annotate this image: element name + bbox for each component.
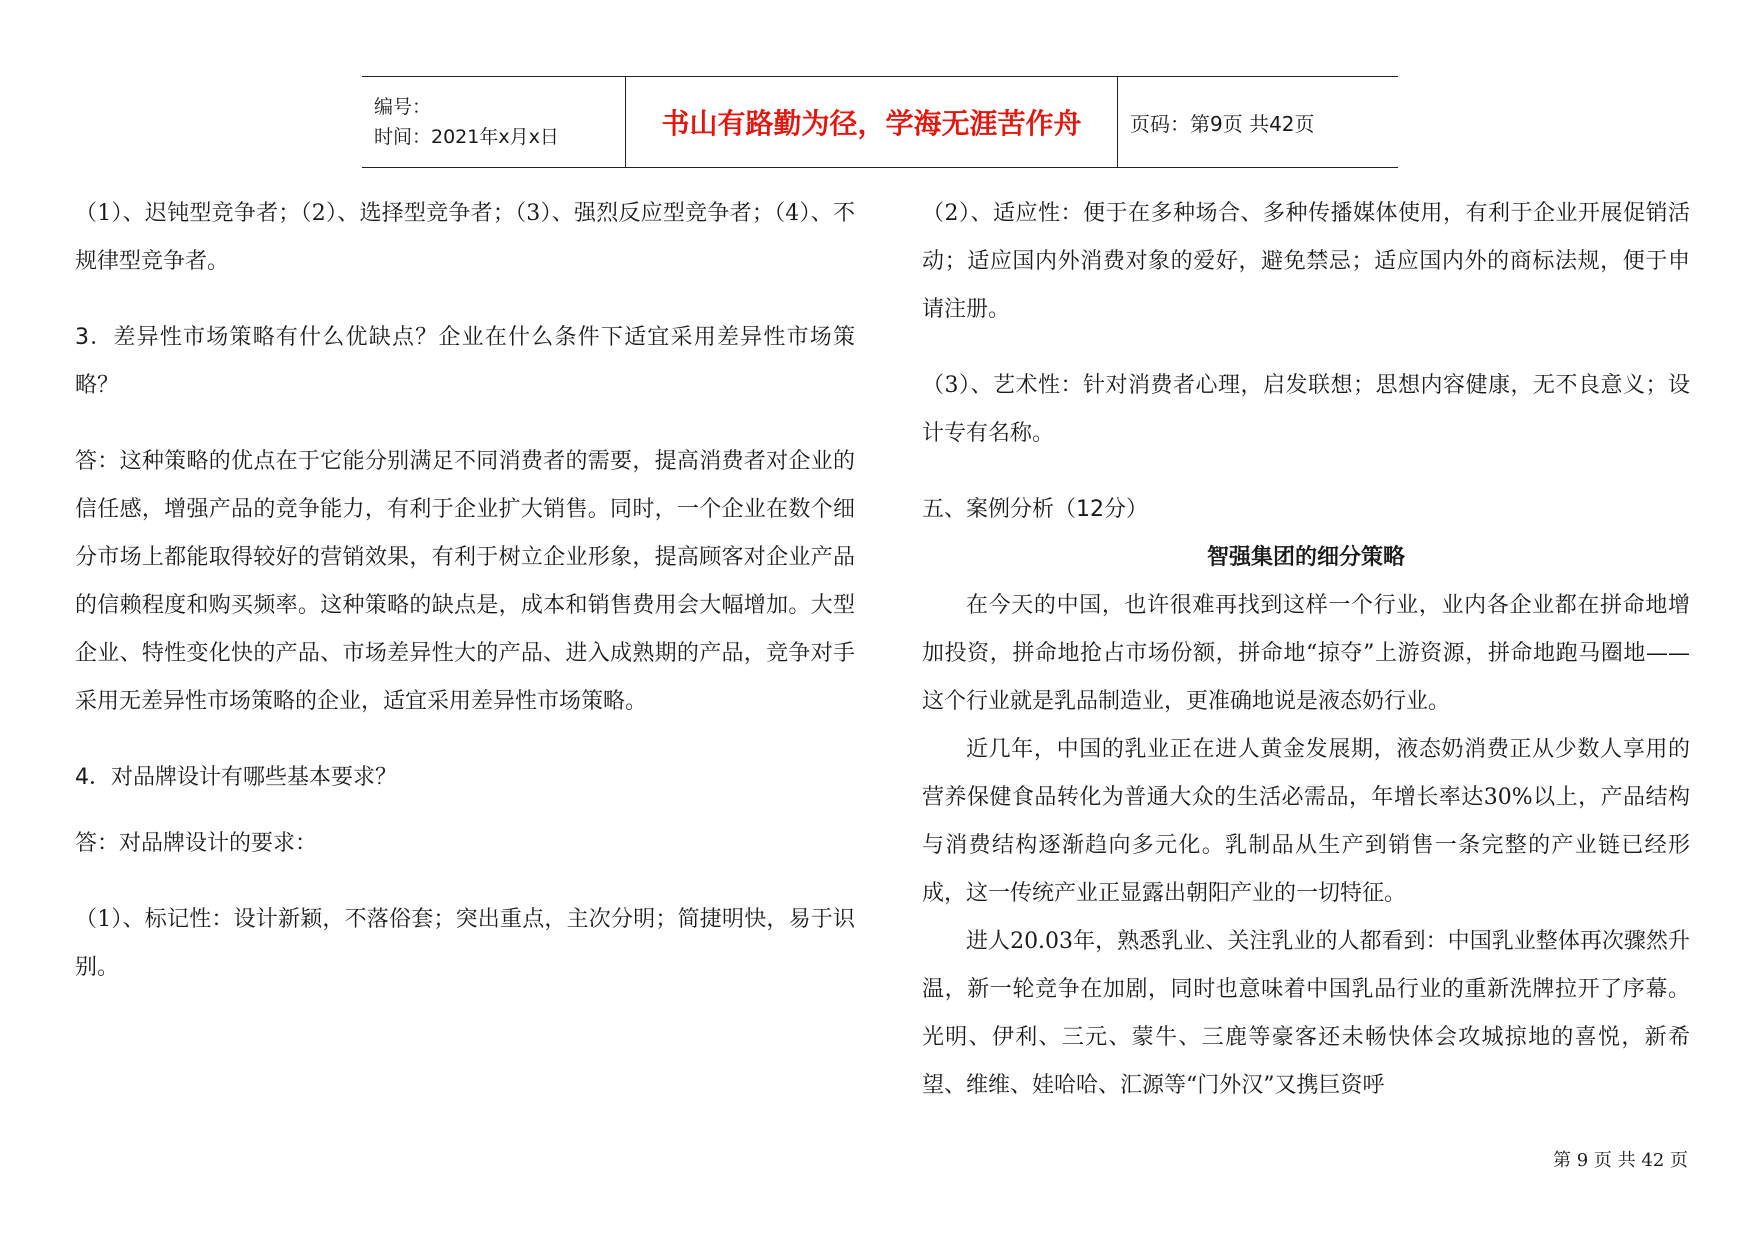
document-time-label: 时间：2021年x月x日 [374, 126, 559, 148]
question-3: 3．差异性市场策略有什么优缺点？企业在什么条件下适宜采用差异性市场策略？ [75, 325, 855, 398]
left-column [75, 190, 855, 992]
header-page-cell [1118, 77, 1398, 167]
brand-artistry-requirement: （3）、艺术性：针对消费者心理，启发联想；思想内容健康，无不良意义；设计专有名称。 [922, 373, 1690, 446]
brand-adaptability-requirement: （2）、适应性：便于在多种场合、多种传播媒体使用，有利于企业开展促销活动；适应国内外消费对象的爱好，避免禁忌；适应国内外的商标法规，便于申请注册。 [922, 201, 1690, 322]
header-meta-cell [362, 77, 626, 167]
document-number-label: 编号： [374, 96, 432, 118]
question-4: 4．对品牌设计有哪些基本要求？ [75, 765, 397, 790]
answer-4-intro: 答：对品牌设计的要求： [75, 831, 318, 856]
case-paragraph-1: 在今天的中国，也许很难再找到这样一个行业，业内各企业都在拼命地增加投资，拼命地抢占市场份额，拼命地“掠夺”上游资源，拼命地跑马圈地——这个行业就是乳品制造业，更准确地说是液态奶行业。 [922, 593, 1690, 714]
header-table [362, 76, 1398, 168]
header-page-info: 页码：第9页 共42页 [1130, 111, 1315, 136]
brand-mark-requirement: （1）、标记性：设计新颖，不落俗套；突出重点，主次分明；简捷明快，易于识别。 [75, 907, 855, 980]
page-footer: 第 9 页 共 42 页 [1553, 1150, 1688, 1171]
case-paragraph-3: 进人20.03年，熟悉乳业、关注乳业的人都看到：中国乳业整体再次骤然升温，新一轮竞争在加剧，同时也意味着中国乳品行业的重新洗牌拉开了序幕。光明、伊利、三元、蒙牛、三鹿等豪客还未畅快体会攻城掠地的喜悦，新希望、维维、娃哈哈、汇源等“门外汉”又携巨资呼 [922, 929, 1690, 1098]
header-motto-cell [626, 77, 1118, 167]
answer-3: 答：这种策略的优点在于它能分别满足不同消费者的需要，提高消费者对企业的信任感，增强产品的竞争能力，有利于企业扩大销售。同时，一个企业在数个细分市场上都能取得较好的营销效果，有利于树立企业形象，提高顾客对企业产品的信赖程度和购买频率。这种策略的缺点是，成本和销售费用会大幅增加。大型企业、特性变化快的产品、市场差异性大的产品、进入成熟期的产品，竞争对手采用无差异性市场策略的企业，适宜采用差异性市场策略。 [75, 449, 855, 714]
case-title: 智强集团的细分策略 [1206, 545, 1405, 570]
case-paragraph-2: 近几年，中国的乳业正在进人黄金发展期，液态奶消费正从少数人享用的营养保健食品转化为普通大众的生活必需品，年增长率达30%以上，产品结构与消费结构逐渐趋向多元化。乳制品从生产到销售一条完整的产业链已经形成，这一传统产业正显露出朝阳产业的一切特征。 [922, 737, 1690, 906]
right-column [922, 190, 1690, 1110]
header-motto: 书山有路勤为径，学海无涯苦作舟 [661, 107, 1082, 140]
section-heading: 五、案例分析（12分） [922, 497, 1148, 522]
competitor-types-paragraph: （1）、迟钝型竞争者；（2）、选择型竞争者；（3）、强烈反应型竞争者；（4）、不规律型竞争者。 [75, 201, 855, 274]
